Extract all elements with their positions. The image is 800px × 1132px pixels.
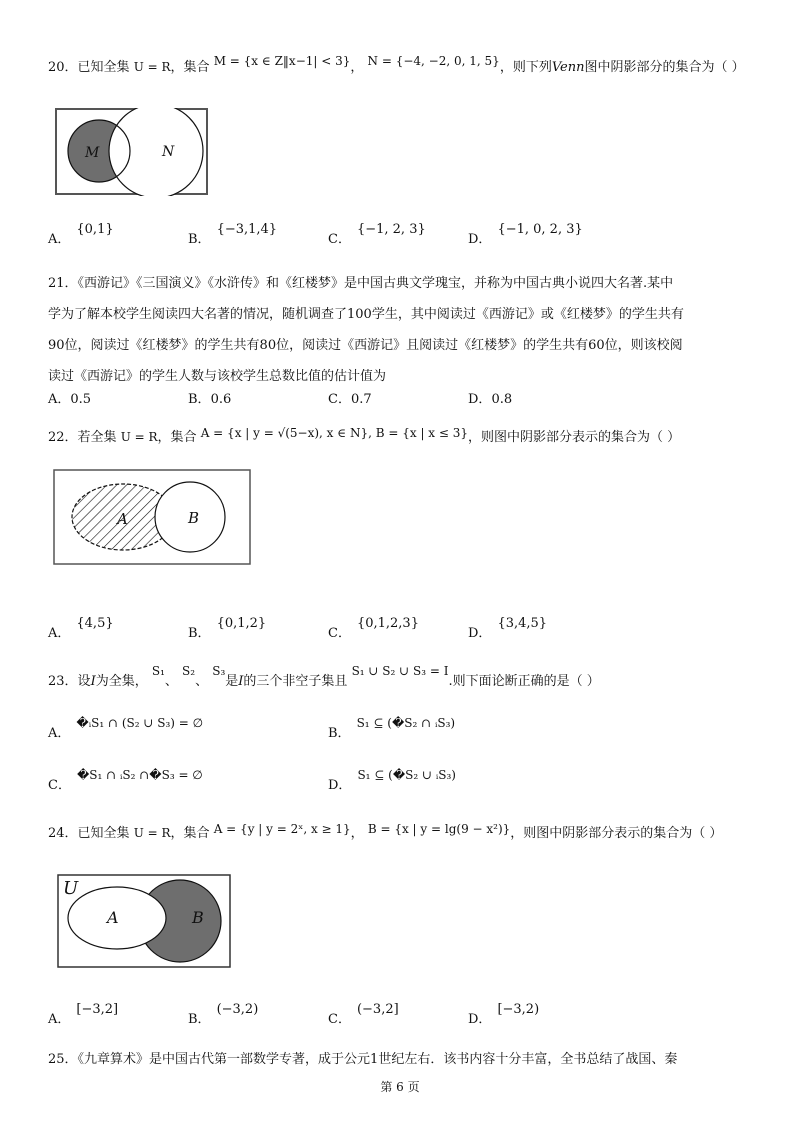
q22-option-b[interactable]: B．{0,1,2} [188, 616, 267, 641]
q24-option-d[interactable]: D．[−3,2) [468, 1002, 540, 1027]
venn-label-a: A [117, 510, 128, 528]
q22-option-c[interactable]: C．{0,1,2,3} [328, 616, 419, 641]
q21-option-d[interactable]: D．0.8 [468, 392, 513, 407]
union-statement: S₁ ∪ S₂ ∪ S₃ = I [351, 664, 449, 678]
q21-option-b[interactable]: B．0.6 [188, 392, 232, 407]
q21-line-3: 90位，阅读过《红楼梦》的学生共有80位，阅读过《西游记》且阅读过《红楼梦》的学生共有60位，则该校阅 [48, 338, 683, 353]
q20-option-b[interactable]: B．{−3,1,4} [188, 222, 278, 247]
venn-label-a: A [107, 908, 119, 927]
venn-label-m: M [85, 145, 100, 161]
set-m: M = {x ∈ Z‖x−1| < 3} [213, 54, 351, 68]
q24-option-a[interactable]: A．[−3,2] [48, 1002, 119, 1027]
q21-line-1: 21．《西游记》《三国演义》《水浒传》和《红楼梦》是中国古典文学瑰宝，并称为中国古典小说四大名著.某中 [48, 276, 674, 291]
q24-option-b[interactable]: B．(−3,2) [188, 1002, 259, 1027]
q21-option-c[interactable]: C．0.7 [328, 392, 372, 407]
q20-option-d[interactable]: D．{−1, 0, 2, 3} [468, 222, 583, 247]
q23-option-b[interactable]: B．S₁ ⊆ (�S₂ ∩ ᵢS₃) [328, 716, 456, 741]
venn-label-u: U [63, 878, 79, 899]
venn-set-n-circle [109, 108, 203, 196]
venn-label-n: N [162, 144, 175, 160]
page-number: 第 6 页 [380, 1080, 420, 1094]
venn-label-b: B [192, 908, 204, 927]
venn-label-b: B [188, 509, 200, 527]
sets-a-b: A = {x | y = √(5−x), x ∈ N}, B = {x | x ≤ 3} [200, 426, 469, 440]
q20-option-c[interactable]: C．{−1, 2, 3} [328, 222, 426, 247]
q23-option-c[interactable]: C．�S₁ ∩ ᵢS₂ ∩�S₃ = ∅ [48, 768, 203, 793]
set-n: N = {−4, −2, 0, 1, 5} [367, 54, 500, 68]
q21-stem [48, 268, 684, 392]
q22-option-d[interactable]: D．{3,4,5} [468, 616, 548, 641]
set-a: A = {y | y = 2ˣ, x ≥ 1} [213, 822, 351, 836]
q23-option-d[interactable]: D．S₁ ⊆ (�S₂ ∪ ᵢS₃) [328, 768, 456, 793]
q23-stem: 23．设I为全集， S₁、 S₂、 S₃是I的三个非空子集且 S₁ ∪ S₂ ∪ S₃ = I.则下面论断正确的是（ ） [48, 664, 600, 689]
q25-stem: 25．《九章算术》是中国古代第一部数学专著，成于公元1世纪左右．该书内容十分丰富，全书总结了战国、秦 [48, 1052, 678, 1067]
q20-stem: 20．已知全集 U = R，集合 M = {x ∈ Z‖x−1| < 3}， N = {−4, −2, 0, 1, 5}，则下列Venn图中阴影部分的集合为（ ） [48, 54, 745, 75]
q23-option-a[interactable]: A．�ᵢS₁ ∩ (S₂ ∪ S₃) = ∅ [48, 716, 204, 741]
set-b: B = {x | y = lg(9 − x²)} [367, 822, 511, 836]
q21-line-4: 读过《西游记》的学生人数与该校学生总数比值的估计值为 [48, 369, 387, 384]
q22-venn-diagram [53, 469, 251, 565]
q20-venn-diagram [55, 108, 209, 196]
q20-option-a[interactable]: A．{0,1} [48, 222, 114, 247]
q21-option-a[interactable]: A．0.5 [48, 392, 92, 407]
q21-line-2: 学为了解本校学生阅读四大名著的情况，随机调查了100学生，其中阅读过《西游记》或《红楼梦》的学生共有 [48, 307, 684, 322]
q22-stem: 22．若全集 U = R，集合 A = {x | y = √(5−x), x ∈ N}, B = {x | x ≤ 3}，则图中阴影部分表示的集合为（ ） [48, 426, 681, 445]
q24-venn-diagram [57, 874, 231, 968]
q24-option-c[interactable]: C．(−3,2] [328, 1002, 399, 1027]
q24-stem: 24．已知全集 U = R，集合 A = {y | y = 2ˣ, x ≥ 1}， B = {x | y = lg(9 − x²)}，则图中阴影部分表示的集合为（ ） [48, 822, 723, 841]
q22-option-a[interactable]: A．{4,5} [48, 616, 114, 641]
